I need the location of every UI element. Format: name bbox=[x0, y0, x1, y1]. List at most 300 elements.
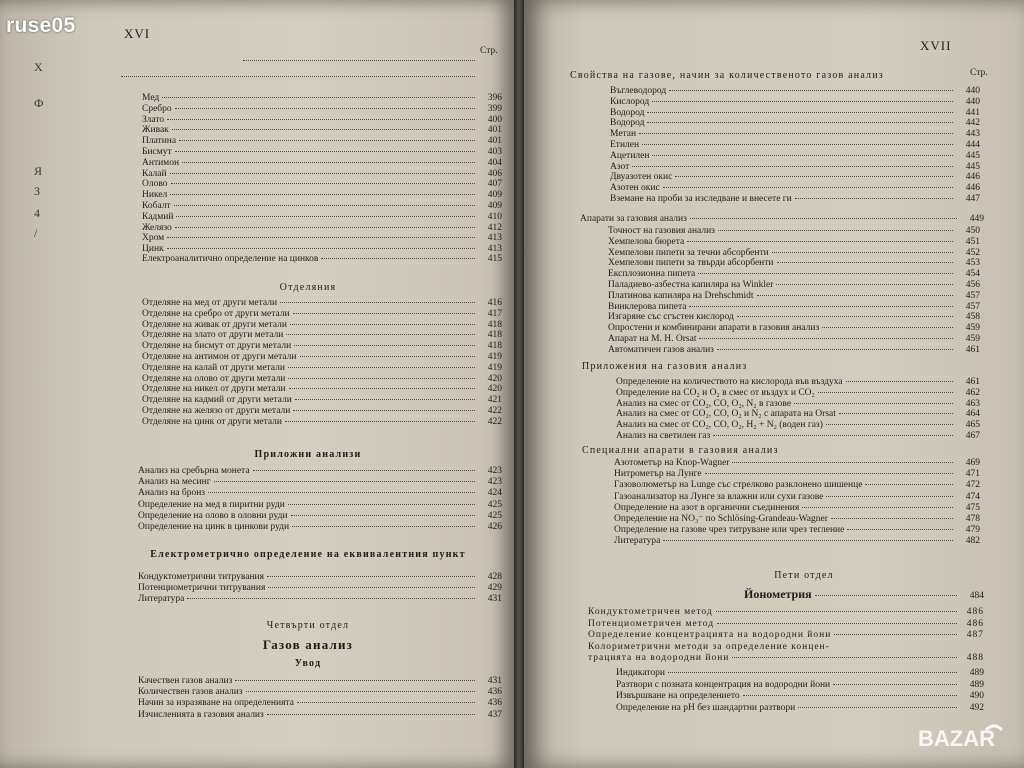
toc-entry-title: Качествен газов анализ bbox=[138, 676, 233, 686]
dot-leader bbox=[167, 119, 475, 120]
dot-leader bbox=[818, 392, 953, 393]
toc-page-number: 413 bbox=[487, 233, 502, 244]
toc-entry-title: Определение на цинк в цинкови руди bbox=[138, 522, 290, 532]
dot-leader bbox=[632, 166, 953, 167]
dot-leader bbox=[639, 133, 953, 134]
toc-page-number: 413 bbox=[487, 244, 502, 255]
toc-page-number: 409 bbox=[487, 201, 502, 211]
toc-entry-apparatus bbox=[608, 334, 980, 345]
toc-entry-title: Потенциометричен метод bbox=[588, 618, 715, 629]
right-book-page bbox=[524, 0, 1024, 768]
toc-entry-title: Хром bbox=[142, 233, 165, 244]
dot-leader bbox=[794, 403, 953, 404]
toc-entry-gas bbox=[610, 172, 980, 183]
toc-entry-title: Цинк bbox=[142, 244, 164, 255]
toc-entry-gas bbox=[610, 129, 980, 140]
page-number-left: XVI bbox=[124, 26, 151, 41]
toc-entry-special bbox=[614, 480, 980, 491]
toc-page-number: 486 bbox=[966, 607, 984, 617]
toc-entry-element bbox=[142, 233, 502, 244]
dot-leader bbox=[689, 306, 953, 307]
toc-entry-title: Определение концентрацията на водородни йони bbox=[588, 630, 832, 641]
dot-leader bbox=[757, 295, 953, 296]
margin-mark: X bbox=[34, 60, 43, 74]
toc-entry-title: Определение на азот в органични съединения bbox=[614, 502, 800, 513]
toc-page-number: 457 bbox=[965, 290, 980, 301]
toc-entry-title: Злато bbox=[142, 114, 165, 125]
toc-page-number: 416 bbox=[487, 298, 502, 308]
toc-page-number: 400 bbox=[487, 114, 502, 125]
toc-entry-title: Водород bbox=[610, 118, 645, 129]
dot-leader bbox=[243, 60, 475, 61]
dot-leader bbox=[690, 218, 957, 219]
dot-leader bbox=[826, 496, 953, 497]
dot-leader bbox=[865, 484, 953, 485]
toc-entry-gas bbox=[610, 183, 980, 194]
toc-entry-title: Отделяне на никел от други метали bbox=[142, 384, 286, 395]
toc-page-number: 440 bbox=[965, 86, 980, 96]
toc-page-number: 458 bbox=[965, 312, 980, 323]
toc-page-number: 457 bbox=[965, 301, 980, 312]
dot-leader bbox=[187, 598, 475, 599]
dot-leader bbox=[647, 112, 953, 113]
toc-entry-electrometric bbox=[138, 572, 502, 583]
dot-leader bbox=[288, 504, 475, 505]
toc-entry-separation bbox=[142, 330, 502, 341]
toc-entry-title: Изгаряне със сгъстен кислород bbox=[608, 312, 734, 323]
toc-entry-title: Олово bbox=[142, 179, 168, 190]
toc-entry-gas bbox=[610, 162, 980, 173]
toc-page-number: 436 bbox=[487, 698, 502, 709]
toc-entry-title: Хемпелови пипети за течни абсорбенти bbox=[608, 247, 769, 258]
toc-page-number: 410 bbox=[487, 211, 502, 222]
toc-page-number: 406 bbox=[487, 168, 502, 179]
toc-entry-title: Азот bbox=[610, 161, 630, 172]
toc-page-number: 478 bbox=[965, 514, 980, 524]
toc-entry-title: Калай bbox=[142, 168, 167, 179]
toc-entry-gas bbox=[610, 86, 980, 97]
dot-leader bbox=[289, 388, 475, 389]
toc-entry-title: Водород bbox=[610, 107, 645, 118]
toc-page-number: 482 bbox=[965, 536, 980, 547]
toc-section-apparatus bbox=[580, 214, 984, 225]
toc-page-number: 401 bbox=[487, 136, 502, 147]
toc-entry-title: Кондуктометрични титрувания bbox=[138, 572, 265, 582]
toc-entry-element bbox=[142, 125, 502, 136]
toc-page-number: 449 bbox=[969, 214, 984, 224]
toc-entry-title: Въглеводород bbox=[610, 86, 667, 96]
section-title-gas-properties: Свойства на газове, начин за количественото газов анализ bbox=[570, 70, 884, 81]
dot-leader bbox=[171, 183, 475, 184]
toc-entry-application bbox=[616, 399, 980, 410]
toc-entry-title: Анализ на светилен газ bbox=[616, 431, 711, 441]
toc-entry-indicator bbox=[616, 668, 984, 679]
toc-page-number: 401 bbox=[487, 125, 502, 136]
toc-page-number: 426 bbox=[487, 522, 502, 532]
toc-entry-title: Етилен bbox=[610, 140, 640, 150]
page-column-label: Стр. bbox=[480, 46, 498, 56]
toc-page-number: 472 bbox=[965, 480, 980, 491]
toc-entry-gas bbox=[610, 194, 980, 205]
toc-page-number: 431 bbox=[487, 594, 502, 605]
bazar-logo bbox=[916, 718, 1012, 758]
toc-page-number: 396 bbox=[487, 93, 502, 103]
dot-leader bbox=[170, 173, 475, 174]
toc-page-number: 415 bbox=[487, 254, 502, 264]
toc-entry-electrometric bbox=[138, 583, 502, 594]
toc-page-number: 446 bbox=[965, 172, 980, 183]
dot-leader bbox=[174, 205, 475, 206]
toc-page-number: 437 bbox=[487, 709, 502, 720]
toc-entry-separation bbox=[142, 341, 502, 352]
toc-entry-special bbox=[614, 525, 980, 536]
toc-entry-title: Отделяне на калай от други метали bbox=[142, 362, 285, 373]
toc-entry-intro bbox=[138, 698, 502, 709]
dot-leader bbox=[802, 507, 953, 508]
toc-page-number: 423 bbox=[487, 466, 502, 476]
dot-leader bbox=[642, 144, 953, 145]
toc-page-number: 422 bbox=[487, 406, 502, 416]
toc-page-number: 404 bbox=[487, 157, 502, 168]
toc-entry-title: Определение на олово в оловни руди bbox=[138, 510, 288, 521]
dot-leader bbox=[297, 702, 475, 703]
dot-leader bbox=[175, 151, 475, 152]
dot-leader bbox=[208, 492, 475, 493]
toc-entry-apparatus bbox=[608, 248, 980, 259]
toc-page-number: 475 bbox=[965, 502, 980, 513]
toc-page-number: 459 bbox=[965, 334, 980, 344]
dot-leader bbox=[732, 462, 953, 463]
toc-page-number: 489 bbox=[969, 668, 984, 678]
toc-entry-application bbox=[616, 377, 980, 388]
toc-page-number: 465 bbox=[965, 420, 980, 431]
toc-page-number: 440 bbox=[965, 96, 980, 107]
toc-page-number: 424 bbox=[487, 488, 502, 499]
toc-entry-title: Анализ на смес от CO₂, CO, O₂ и N₂ с апарата на Orsat bbox=[616, 409, 836, 420]
toc-entry-title: Начин за изразяване на определенията bbox=[138, 698, 294, 709]
dot-leader bbox=[833, 684, 957, 685]
toc-entry-special bbox=[614, 458, 980, 469]
toc-entry-element bbox=[142, 212, 502, 223]
toc-section-electroanalytic bbox=[118, 78, 502, 79]
toc-page-number: 479 bbox=[965, 525, 980, 536]
toc-entry-element bbox=[142, 179, 502, 190]
toc-page-number: 425 bbox=[487, 499, 502, 510]
toc-entry-title: Отделяне на сребро от други метали bbox=[142, 308, 290, 319]
page-column-label: Стр. bbox=[970, 68, 988, 78]
dot-leader bbox=[652, 155, 953, 156]
toc-page-number: 425 bbox=[487, 510, 502, 521]
toc-entry-title: Отделяне на цинк от други метали bbox=[142, 416, 282, 427]
toc-entry-title: Хемпелова бюрета bbox=[608, 236, 685, 247]
margin-mark: З bbox=[34, 184, 41, 198]
toc-page-number: 447 bbox=[965, 194, 980, 204]
dot-leader bbox=[290, 324, 475, 325]
margin-mark: Я bbox=[34, 164, 43, 178]
dot-leader bbox=[776, 284, 953, 285]
seller-watermark: ruse05 bbox=[6, 14, 76, 37]
toc-page-number: 422 bbox=[487, 416, 502, 427]
toc-entry-title: Автоматичен газов анализ bbox=[608, 344, 714, 355]
toc-page-number: 420 bbox=[487, 384, 502, 395]
toc-entry-title: Определение на количеството на кислорода във въздуха bbox=[616, 377, 843, 387]
toc-entry-separation bbox=[142, 298, 502, 309]
toc-entry-intro bbox=[138, 710, 502, 721]
dot-leader bbox=[214, 481, 475, 482]
toc-entry-ionometry bbox=[588, 607, 984, 618]
toc-entry-intro bbox=[138, 676, 502, 687]
toc-entry-separation bbox=[142, 363, 502, 374]
toc-page-number: 487 bbox=[966, 630, 984, 641]
toc-entry-electrometric bbox=[138, 594, 502, 605]
toc-entry-apparatus bbox=[608, 226, 980, 237]
toc-entry-title: Отделяне на олово от други метали bbox=[142, 373, 286, 384]
toc-page-number: 421 bbox=[487, 395, 502, 406]
toc-entry-separation bbox=[142, 352, 502, 363]
toc-entry-applied bbox=[138, 488, 502, 499]
dot-leader bbox=[737, 316, 953, 317]
toc-entry-title: Йонометрия bbox=[744, 587, 812, 601]
toc-entry-title: Желязо bbox=[142, 222, 172, 233]
dot-leader bbox=[285, 421, 475, 422]
toc-entry-apparatus bbox=[608, 312, 980, 323]
toc-page-number: 419 bbox=[487, 362, 502, 373]
toc-entry-title: Вземане на проби за изследване и внесете ги bbox=[610, 194, 792, 204]
dot-leader bbox=[772, 252, 953, 253]
dot-leader bbox=[293, 313, 475, 314]
toc-page-number: 456 bbox=[965, 280, 980, 290]
toc-entry-title: трацията на водородни йони bbox=[588, 653, 730, 664]
toc-entry-title: Анализ на смес от CO₂, CO, O₂, H₂ + N₂ (воден газ) bbox=[616, 420, 823, 431]
toc-entry-title: Определение на мед в пиритни руди bbox=[138, 499, 285, 510]
toc-page-number: 428 bbox=[487, 572, 502, 582]
toc-page-number: 463 bbox=[965, 398, 980, 409]
toc-page-number: 445 bbox=[965, 150, 980, 161]
toc-entry-separation bbox=[142, 417, 502, 428]
toc-page-number: 444 bbox=[965, 140, 980, 150]
toc-entry-special bbox=[614, 469, 980, 480]
dot-leader bbox=[246, 691, 475, 692]
toc-entry-title: Експлозионна пипета bbox=[608, 269, 696, 280]
dot-leader bbox=[652, 101, 953, 102]
toc-entry-apparatus bbox=[608, 323, 980, 334]
toc-entry-title: Ацетилен bbox=[610, 150, 650, 161]
dot-leader bbox=[253, 470, 475, 471]
toc-entry-gas bbox=[610, 108, 980, 119]
toc-entry-electro-zinc bbox=[142, 254, 502, 265]
toc-entry-title: Изчисленията в газовия анализ bbox=[138, 709, 264, 720]
toc-entry-application bbox=[616, 420, 980, 431]
toc-entry-intro bbox=[138, 687, 502, 698]
toc-entry-title: Определение на pH без шандартни разтвори bbox=[616, 702, 796, 713]
toc-page-number: 443 bbox=[965, 129, 980, 140]
dot-leader bbox=[170, 194, 475, 195]
toc-entry-gas bbox=[610, 151, 980, 162]
toc-page-number: 431 bbox=[487, 676, 502, 686]
toc-entry-element bbox=[142, 93, 502, 104]
toc-entry-title: Литература bbox=[614, 536, 661, 547]
dot-leader bbox=[669, 90, 953, 91]
dot-leader bbox=[175, 227, 475, 228]
toc-entry-title: Отделяне на желязо от други метали bbox=[142, 406, 291, 416]
toc-section-ionometry bbox=[744, 589, 984, 602]
toc-entry-element bbox=[142, 169, 502, 180]
dot-leader bbox=[713, 435, 953, 436]
dot-leader bbox=[717, 349, 953, 350]
section-title-fifth-dept: Пети отдел bbox=[774, 570, 834, 581]
toc-page-number: 467 bbox=[965, 431, 980, 441]
toc-entry-application bbox=[616, 388, 980, 399]
section-title-applications: Приложения на газовия анализ bbox=[582, 361, 748, 372]
toc-entry-title: Азотен окис bbox=[610, 183, 660, 194]
toc-entry-element bbox=[142, 190, 502, 201]
toc-page-number: 418 bbox=[487, 341, 502, 352]
toc-page-number: 484 bbox=[969, 591, 984, 601]
dot-leader bbox=[291, 515, 475, 516]
toc-entry-title: Кобалт bbox=[142, 201, 171, 211]
toc-entry-title: Кислород bbox=[610, 96, 650, 107]
dot-leader bbox=[267, 714, 475, 715]
toc-entry-ionometry bbox=[588, 619, 984, 630]
dot-leader bbox=[834, 634, 957, 635]
toc-page-number: 418 bbox=[487, 319, 502, 330]
toc-entry-title: Кадмий bbox=[142, 211, 174, 222]
toc-entry-separation bbox=[142, 395, 502, 406]
dot-leader bbox=[668, 672, 957, 673]
dot-leader bbox=[718, 230, 953, 231]
toc-page-number: 451 bbox=[965, 236, 980, 247]
toc-page-number: 423 bbox=[487, 477, 502, 488]
toc-entry-title: Количествен газов анализ bbox=[138, 687, 243, 698]
toc-entry-ionometry bbox=[588, 630, 984, 641]
toc-entry-separation bbox=[142, 374, 502, 385]
toc-page-number: 462 bbox=[965, 387, 980, 398]
toc-entry-gas bbox=[610, 140, 980, 151]
toc-entry-title: Анализ на месинг bbox=[138, 477, 211, 488]
toc-entry-title: Хемпелови пипети за твърди абсорбенти bbox=[608, 258, 774, 269]
toc-entry-applied bbox=[138, 466, 502, 477]
toc-entry-apparatus bbox=[608, 302, 980, 313]
dot-leader bbox=[286, 334, 475, 335]
toc-page-number: 489 bbox=[969, 679, 984, 690]
toc-entry-title: Отделяне на живак от други метали bbox=[142, 319, 287, 330]
toc-page-number: 446 bbox=[965, 183, 980, 194]
dot-leader bbox=[699, 338, 953, 339]
dot-leader bbox=[294, 345, 475, 346]
toc-entry-title: Отделяне на злато от други метали bbox=[142, 330, 284, 341]
toc-entry-element bbox=[142, 115, 502, 126]
toc-entry-gas bbox=[610, 97, 980, 108]
dot-leader bbox=[831, 518, 953, 519]
toc-page-number: 420 bbox=[487, 373, 502, 384]
toc-entry-title: Кондуктометричен метод bbox=[588, 607, 713, 617]
toc-section-special-part bbox=[240, 62, 502, 63]
toc-entry-title: Живак bbox=[142, 125, 169, 136]
toc-entry-apparatus bbox=[608, 280, 980, 291]
dot-leader bbox=[179, 140, 475, 141]
dot-leader bbox=[167, 248, 475, 249]
dot-leader bbox=[268, 587, 475, 588]
toc-entry-title: Определение на газове чрез титруване или чрез тегление bbox=[614, 525, 845, 536]
toc-entry-applied bbox=[138, 522, 502, 533]
toc-entry-ionometry bbox=[588, 653, 984, 664]
toc-page-number: 409 bbox=[487, 190, 502, 201]
toc-entry-special bbox=[614, 492, 980, 503]
margin-mark: 4 bbox=[34, 206, 40, 220]
toc-entry-application bbox=[616, 431, 980, 442]
logo-text: BAZAR bbox=[918, 726, 995, 751]
toc-entry-element bbox=[142, 223, 502, 234]
dot-leader bbox=[846, 381, 953, 382]
toc-entry-title: Потенциометрични титрувания bbox=[138, 583, 266, 594]
toc-entry-separation bbox=[142, 320, 502, 331]
toc-page-number: 492 bbox=[969, 702, 984, 713]
dot-leader bbox=[847, 529, 953, 530]
toc-entry-title: Анализ на смес от CO₂, CO, O₂, N₂ в газове bbox=[616, 398, 792, 409]
toc-entry-title: Апарати за газовия анализ bbox=[580, 214, 687, 224]
toc-entry-title: Анализ на сребърна монета bbox=[138, 466, 250, 476]
dot-leader bbox=[280, 302, 475, 303]
toc-entry-ionometry bbox=[588, 642, 984, 653]
toc-entry-apparatus bbox=[608, 258, 980, 269]
toc-entry-title: Апарат на М. Н. Orsat bbox=[608, 334, 697, 344]
toc-entry-title: Индикатори bbox=[616, 668, 665, 678]
dot-leader bbox=[826, 424, 953, 425]
toc-page-number: 461 bbox=[965, 344, 980, 355]
dot-leader bbox=[288, 378, 475, 379]
toc-entry-apparatus bbox=[608, 291, 980, 302]
dot-leader bbox=[798, 707, 957, 708]
section-title-separations: Отделяния bbox=[279, 282, 337, 293]
dot-leader bbox=[822, 327, 953, 328]
page-number-right: XVII bbox=[920, 38, 952, 53]
toc-entry-title: Опростени и комбинирани апарати в газовия анализ bbox=[608, 323, 820, 334]
dot-leader bbox=[295, 399, 475, 400]
dot-leader bbox=[839, 413, 953, 414]
toc-entry-element bbox=[142, 147, 502, 158]
dot-leader bbox=[172, 129, 475, 130]
toc-page-number: 417 bbox=[487, 308, 502, 319]
toc-entry-title: Винклерова пипета bbox=[608, 301, 687, 312]
section-title-electrometric: Електрометрично определение на еквивалентния пункт bbox=[150, 549, 466, 560]
toc-entry-title: Колориметрични методи за определение концен- bbox=[588, 641, 830, 652]
section-title-gas-analysis: Газов анализ bbox=[262, 637, 354, 652]
toc-entry-title: Разтвори с позната концентрация на водородни йони bbox=[616, 679, 831, 690]
dot-leader bbox=[288, 367, 475, 368]
toc-entry-element bbox=[142, 136, 502, 147]
toc-entry-special bbox=[614, 536, 980, 547]
dot-leader bbox=[663, 187, 953, 188]
toc-page-number: 452 bbox=[965, 247, 980, 258]
section-title-fourth-dept: Четвърти отдел bbox=[266, 620, 350, 631]
toc-entry-title: Извършване на определението bbox=[616, 691, 740, 702]
dot-leader bbox=[777, 262, 954, 263]
toc-page-number: 469 bbox=[965, 458, 980, 468]
toc-entry-indicator bbox=[616, 691, 984, 702]
toc-entry-title: Бисмут bbox=[142, 147, 172, 157]
toc-entry-title: Антимон bbox=[142, 157, 180, 168]
toc-page-number: 459 bbox=[965, 323, 980, 334]
toc-entry-title: Определение на NO₃⁻ по Schlösing-Grandeau-Wagner bbox=[614, 514, 828, 524]
toc-entry-gas bbox=[610, 118, 980, 129]
toc-entry-title: Газоанализатор на Лунге за влажни или сухи газове bbox=[614, 491, 824, 502]
toc-entry-title: Отделяне на кадмий от други метали bbox=[142, 395, 292, 406]
dot-leader bbox=[743, 695, 957, 696]
toc-page-number: 442 bbox=[965, 118, 980, 129]
toc-page-number: 441 bbox=[965, 107, 980, 118]
toc-page-number: 454 bbox=[965, 269, 980, 280]
toc-entry-title: Отделяне на бисмут от други метали bbox=[142, 341, 292, 352]
